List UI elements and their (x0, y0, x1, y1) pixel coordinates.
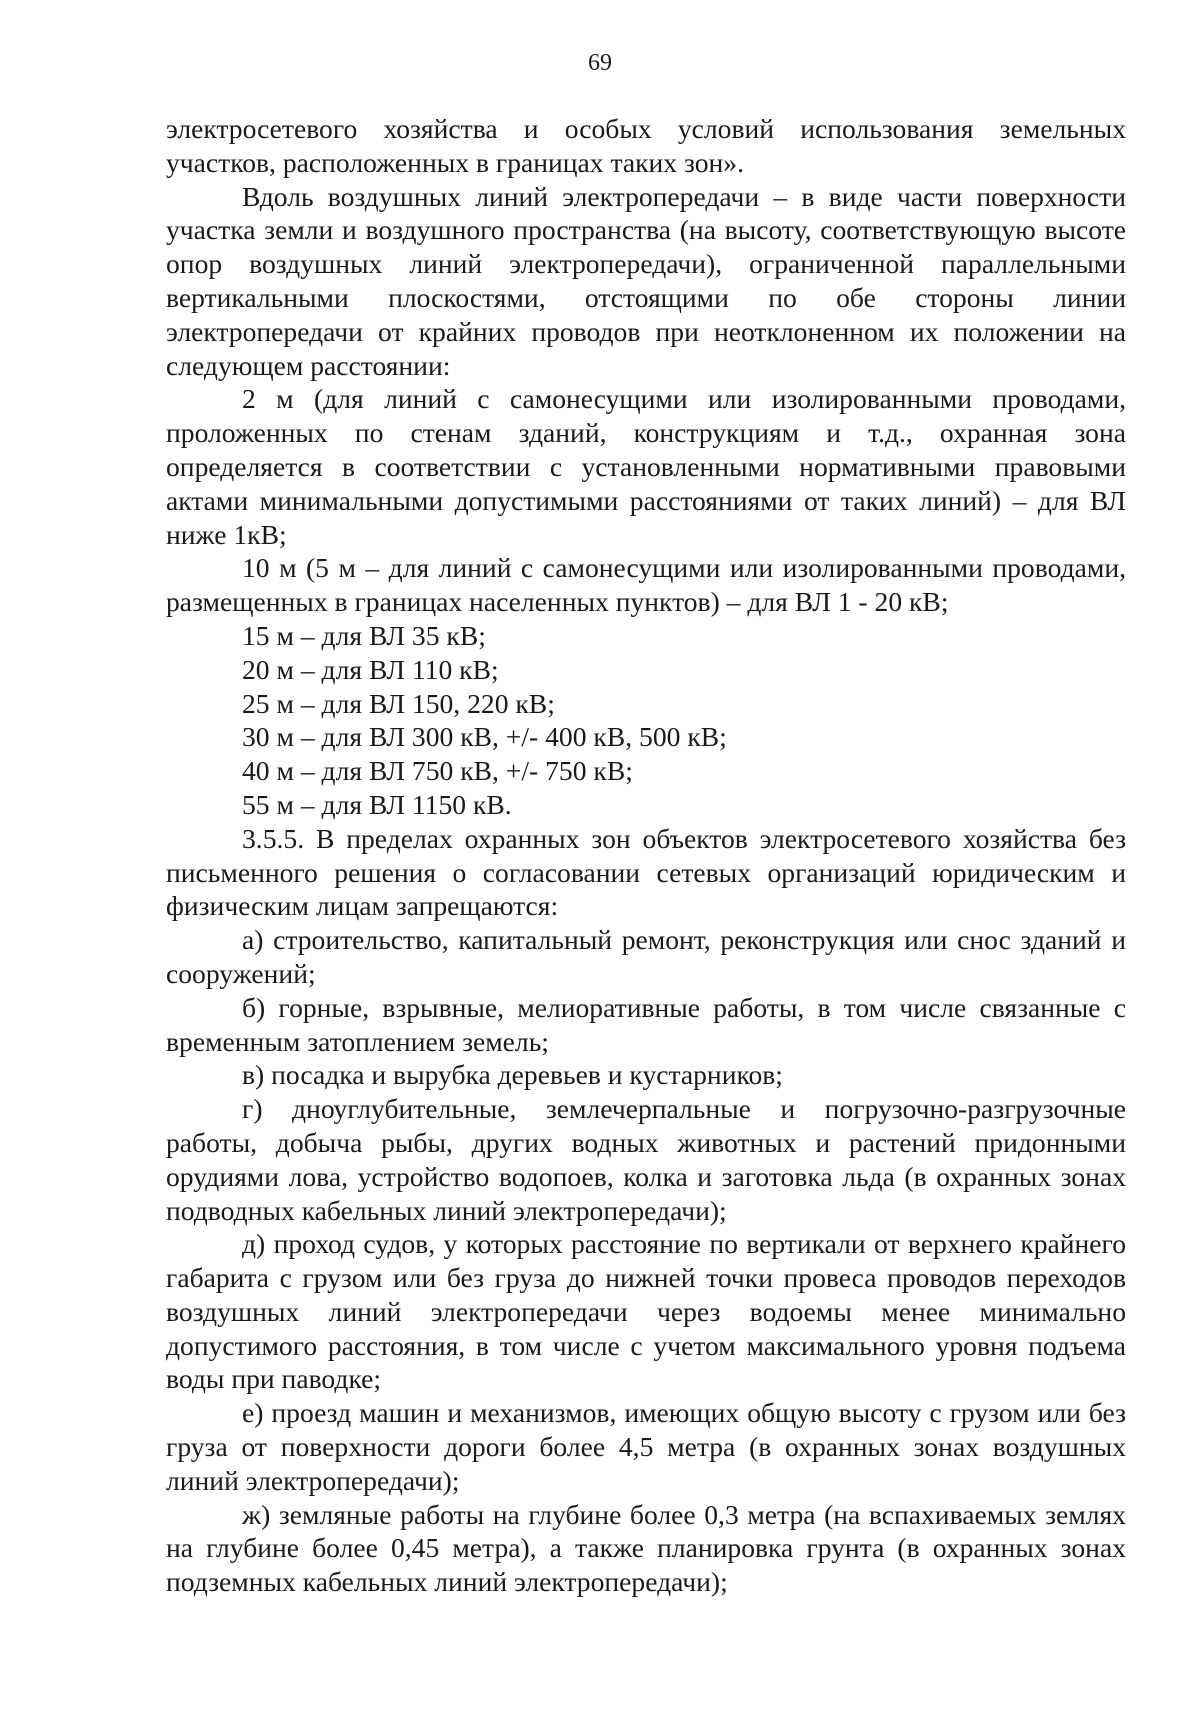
paragraph-overhead-lines: Вдоль воздушных линий электропередачи – в виде части поверхности участка земли и воздушного пространства (на высоту, соответствующую высоте опор воздушных линий электропередачи), ограниченной параллельными вертикальными плоскостями, отстоящими по обе стороны линии электропередачи от крайних проводов при неотклоненном их положении на следующем расстоянии: (166, 180, 1126, 381)
list-item-25m: 25 м – для ВЛ 150, 220 кВ; (242, 687, 555, 719)
paragraph-section-3-5-5: 3.5.5. В пределах охранных зон объектов электросетевого хозяйства без письменного решения о согласовании сетевых организаций юридическим и физическим лицам запрещаются: (166, 822, 1126, 922)
list-item-40m: 40 м – для ВЛ 750 кВ, +/- 750 кВ; (242, 755, 633, 787)
list-item-d: д) проход судов, у которых расстояние по вертикали от верхнего крайнего габарита с грузом или без груза до нижней точки провеса проводов переходов воздушных линий электропередачи через водоемы менее минимально допустимого расстояния, в том числе с учетом максимального уровня подъема воды при паводке; (166, 1228, 1126, 1395)
paragraph-distance-2m: 2 м (для линий с самонесущими или изолированными проводами, проложенных по стенам зданий, конструкциям и т.д., охранная зона определяется в соответствии с установленными нормативными правовыми актами минимальными допустимыми расстояниями от таких линий) – для ВЛ ниже 1кВ; (166, 383, 1126, 550)
list-item-e: е) проезд машин и механизмов, имеющих общую высоту с грузом или без груза от поверхности дороги более 4,5 метра (в охранных зонах воздушных линий электропередачи); (166, 1397, 1126, 1496)
paragraph-distance-10m: 10 м (5 м – для линий с самонесущими или изолированными проводами, размещенных в границах населенных пунктов) – для ВЛ 1 - 20 кВ; (166, 552, 1126, 618)
page-number: 69 (588, 50, 612, 76)
list-item-20m: 20 м – для ВЛ 110 кВ; (242, 653, 499, 685)
list-item-b: б) горные, взрывные, мелиоративные работы, в том числе связанные с временным затоплением земель; (166, 991, 1126, 1057)
list-item-30m: 30 м – для ВЛ 300 кВ, +/- 400 кВ, 500 кВ; (242, 721, 727, 753)
list-item-a: а) строительство, капитальный ремонт, реконструкция или снос зданий и сооружений; (166, 924, 1126, 989)
list-item-zh: ж) земляные работы на глубине более 0,3 метра (на вспахиваемых землях на глубине более 0,45 метра), а также планировка грунта (в охранных зонах подземных кабельных линий электропередачи); (166, 1498, 1126, 1598)
list-item-15m: 15 м – для ВЛ 35 кВ; (242, 619, 486, 651)
list-item-55m: 55 м – для ВЛ 1150 кВ. (242, 788, 512, 820)
list-item-g: г) дноуглубительные, землечерпальные и погрузочно-разгрузочные работы, добыча рыбы, других водных животных и растений придонными орудиями лова, устройство водопоев, колка и заготовка льда (в охранных зонах подводных кабельных линий электропередачи); (166, 1093, 1126, 1226)
list-item-v: в) посадка и вырубка деревьев и кустарников; (242, 1059, 783, 1091)
document-body (166, 112, 1126, 1599)
paragraph-continuation: электросетевого хозяйства и особых условий использования земельных участков, расположенных в границах таких зон». (166, 113, 1126, 178)
